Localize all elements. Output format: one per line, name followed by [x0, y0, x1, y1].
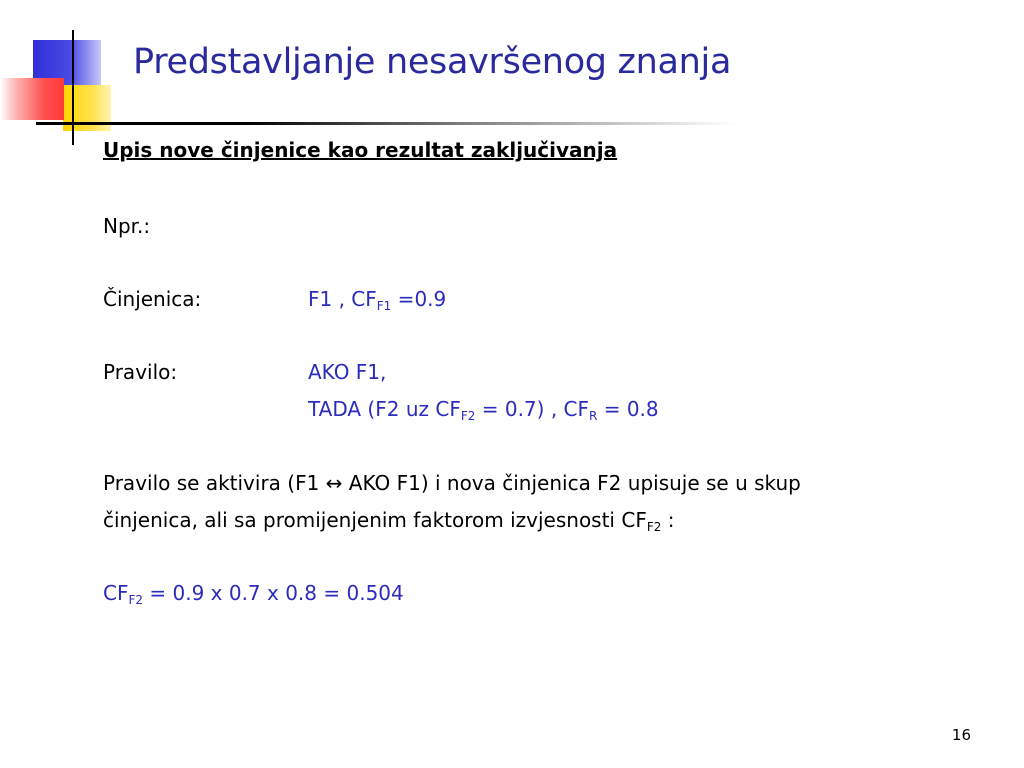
result-formula: $CF_{F2} = 0.9$ x 0.7 x 0.8 = 0.504: [103, 581, 404, 607]
rule-if: AKO F1,: [308, 360, 387, 384]
decor-vertical-line: [72, 30, 74, 145]
title-underline: [36, 122, 736, 125]
slide-title: Predstavljanje nesavršenog znanja: [133, 42, 732, 82]
page-number: 16: [951, 726, 971, 744]
fact-label: Činjenica:: [103, 287, 202, 311]
decor-red-square: [0, 78, 64, 120]
rule-row: [103, 360, 803, 384]
rule-label: Pravilo:: [103, 360, 178, 384]
explanation-line-1: Pravilo se aktivira (F1 ↔ AKO F1) i nova činjenica F2 upisuje se u skup: [103, 471, 801, 495]
example-label: Npr.:: [103, 214, 151, 238]
explanation-line-2: činjenica, ali sa promijenjenim faktorom izvjesnosti $CF_{F2}$ :: [103, 508, 675, 534]
section-heading: Upis nove činjenice kao rezultat zaključivanja: [103, 138, 618, 162]
fact-row: [103, 287, 803, 311]
fact-value: F1 , $CF_{F1} =0.9$: [308, 287, 447, 313]
rule-then: TADA (F2 uz $CF_{F2} = 0.7$) , $CF_R = 0.8$: [308, 397, 659, 423]
